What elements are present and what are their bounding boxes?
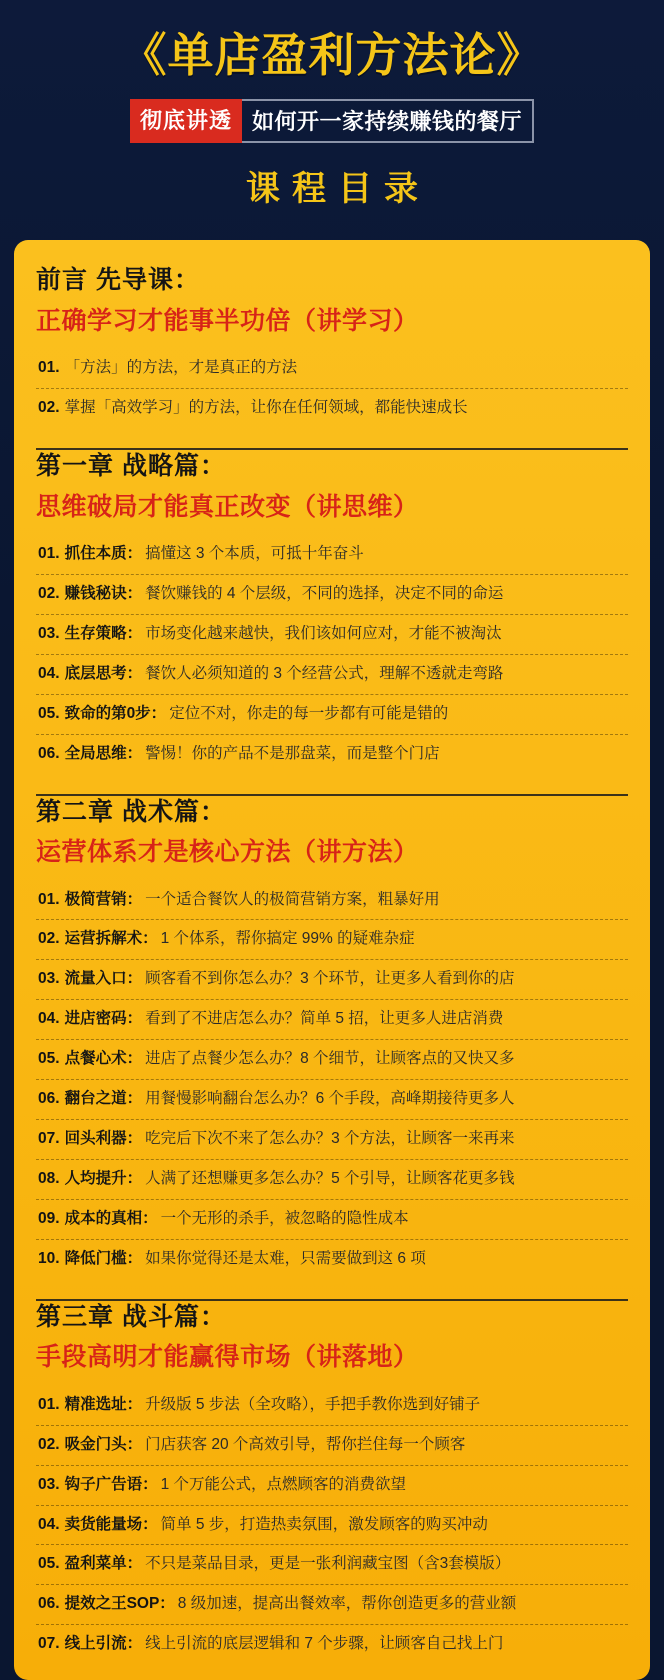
lesson-number: 03. [38, 970, 60, 988]
lesson-item[interactable] [36, 1080, 628, 1120]
lesson-number: 07. [38, 1635, 60, 1653]
lesson-item[interactable] [36, 1426, 628, 1466]
lesson-number: 02. [38, 1435, 60, 1453]
lesson-number: 01. [38, 359, 60, 377]
lesson-item[interactable] [36, 1160, 628, 1200]
subtitle-text: 如何开一家持续赚钱的餐厅 [242, 99, 534, 143]
lesson-lead: 进店密码： [64, 1010, 143, 1028]
lesson-description: 警惕！你的产品不是那盘菜，而是整个门店 [145, 744, 440, 762]
lesson-lead: 钩子广告语： [64, 1475, 158, 1493]
lesson-number: 04. [38, 1515, 60, 1533]
sections-container [36, 264, 628, 1670]
lesson-item[interactable] [36, 1506, 628, 1546]
lesson-number: 06. [38, 1595, 60, 1613]
lesson-item[interactable] [36, 389, 628, 428]
catalog-heading: 课程目录 [246, 170, 430, 209]
lesson-description: 升级版 5 步法（全攻略），手把手教你选到好铺子 [145, 1395, 481, 1413]
lesson-lead: 降低门槛： [64, 1249, 143, 1267]
lesson-lead: 极简营销： [64, 890, 143, 908]
lesson-item[interactable] [36, 1585, 628, 1625]
lesson-description: 餐饮赚钱的 4 个层级，不同的选择，决定不同的命运 [145, 584, 504, 602]
lesson-lead: 人均提升： [64, 1170, 143, 1188]
lesson-lead: 提效之王SOP： [64, 1595, 175, 1613]
lesson-lead: 全局思维： [64, 744, 143, 762]
lesson-list [36, 1386, 628, 1664]
lesson-item[interactable] [36, 1625, 628, 1664]
catalog-section [36, 1301, 628, 1670]
lesson-number: 02. [38, 399, 60, 417]
catalog-section [36, 264, 628, 434]
lesson-item[interactable] [36, 1000, 628, 1040]
lesson-lead: 吸金门头： [64, 1435, 143, 1453]
section-title: 第三章 战斗篇： [36, 1302, 226, 1331]
lesson-item[interactable] [36, 960, 628, 1000]
section-divider [36, 1299, 628, 1301]
lesson-item[interactable] [36, 1386, 628, 1426]
lesson-lead: 成本的真相： [64, 1209, 158, 1227]
lesson-lead: 致命的第0步： [64, 704, 167, 722]
lesson-lead: 抓住本质： [64, 545, 143, 563]
lesson-description: 「方法」的方法，才是真正的方法 [64, 359, 298, 377]
lesson-description: 人满了还想赚更多怎么办？5 个引导，让顾客花更多钱 [145, 1170, 515, 1188]
lesson-description: 吃完后下次不来了怎么办？3 个方法，让顾客一来再来 [145, 1130, 515, 1148]
lesson-description: 简单 5 步，打造热卖氛围，激发顾客的购买冲动 [160, 1515, 488, 1533]
lesson-item[interactable] [36, 1120, 628, 1160]
lesson-lead: 卖货能量场： [64, 1515, 158, 1533]
lesson-description: 看到了不进店怎么办？简单 5 招，让更多人进店消费 [145, 1010, 504, 1028]
lesson-lead: 精准选址： [64, 1395, 143, 1413]
section-divider [36, 794, 628, 796]
lesson-description: 一个无形的杀手，被忽略的隐性成本 [160, 1209, 409, 1227]
lesson-lead: 流量入口： [64, 970, 143, 988]
section-title: 第二章 战术篇： [36, 797, 226, 826]
lesson-description: 掌握「高效学习」的方法，让你在任何领域，都能快速成长 [64, 399, 468, 417]
lesson-number: 02. [38, 584, 60, 602]
section-divider [36, 448, 628, 450]
section-subtitle: 手段高明才能赢得市场（讲落地） [36, 1343, 419, 1372]
lesson-description: 进店了点餐少怎么办？8 个细节，让顾客点的又快又多 [145, 1050, 515, 1068]
lesson-lead: 线上引流： [64, 1635, 143, 1653]
lesson-number: 01. [38, 545, 60, 563]
lesson-description: 餐饮人必须知道的 3 个经营公式，理解不透就走弯路 [145, 664, 504, 682]
lesson-description: 线上引流的底层逻辑和 7 个步骤，让顾客自己找上门 [145, 1635, 504, 1653]
lesson-item[interactable] [36, 1240, 628, 1279]
lesson-number: 01. [38, 1395, 60, 1413]
catalog-section [36, 796, 628, 1285]
lesson-item[interactable] [36, 655, 628, 695]
lesson-description: 如果你觉得还是太难，只需要做到这 6 项 [145, 1249, 426, 1267]
lesson-item[interactable] [36, 349, 628, 389]
page-title: 《单店盈利方法论》 [120, 28, 544, 82]
section-title: 前言 先导课： [36, 266, 200, 295]
page-header [0, 0, 664, 222]
lesson-description: 用餐慢影响翻台怎么办？6 个手段，高峰期接待更多人 [145, 1090, 515, 1108]
lesson-item[interactable] [36, 1466, 628, 1506]
lesson-lead: 运营拆解术： [64, 930, 158, 948]
lesson-number: 04. [38, 1010, 60, 1028]
lesson-description: 1 个万能公式，点燃顾客的消费欲望 [160, 1475, 407, 1493]
lesson-number: 01. [38, 890, 60, 908]
badge-label: 彻底讲透 [130, 99, 242, 143]
lesson-number: 02. [38, 930, 60, 948]
lesson-list [36, 349, 628, 428]
lesson-description: 不只是菜品目录，更是一张利润藏宝图（含3套模版） [145, 1555, 511, 1573]
lesson-description: 1 个体系，帮你搞定 99% 的疑难杂症 [160, 930, 415, 948]
section-subtitle: 思维破局才能真正改变（讲思维） [36, 492, 419, 521]
lesson-number: 10. [38, 1249, 60, 1267]
lesson-number: 07. [38, 1130, 60, 1148]
lesson-number: 06. [38, 1090, 60, 1108]
lesson-number: 03. [38, 624, 60, 642]
lesson-lead: 回头利器： [64, 1130, 143, 1148]
catalog-card [14, 240, 650, 1680]
lesson-number: 09. [38, 1209, 60, 1227]
lesson-number: 06. [38, 744, 60, 762]
lesson-list [36, 881, 628, 1279]
lesson-list [36, 535, 628, 774]
lesson-number: 05. [38, 1050, 60, 1068]
lesson-number: 08. [38, 1170, 60, 1188]
lesson-description: 顾客看不到你怎么办？3 个环节，让更多人看到你的店 [145, 970, 515, 988]
lesson-number: 04. [38, 664, 60, 682]
lesson-lead: 盈利菜单： [64, 1555, 143, 1573]
section-subtitle: 运营体系才是核心方法（讲方法） [36, 838, 419, 867]
subtitle-row [10, 99, 654, 143]
lesson-description: 一个适合餐饮人的极简营销方案，粗暴好用 [145, 890, 440, 908]
section-title: 第一章 战略篇： [36, 452, 226, 481]
lesson-item[interactable] [36, 1040, 628, 1080]
lesson-lead: 翻台之道： [64, 1090, 143, 1108]
lesson-item[interactable] [36, 615, 628, 655]
lesson-item[interactable] [36, 1545, 628, 1585]
lesson-lead: 生存策略： [64, 624, 143, 642]
lesson-description: 门店获客 20 个高效引导，帮你拦住每一个顾客 [145, 1435, 466, 1453]
lesson-item[interactable] [36, 535, 628, 575]
lesson-number: 05. [38, 704, 60, 722]
lesson-description: 定位不对，你走的每一步都有可能是错的 [169, 704, 449, 722]
lesson-lead: 点餐心术： [64, 1050, 143, 1068]
lesson-number: 05. [38, 1555, 60, 1573]
lesson-item[interactable] [36, 881, 628, 921]
lesson-description: 搞懂这 3 个本质，可抵十年奋斗 [145, 545, 364, 563]
catalog-section [36, 450, 628, 780]
lesson-description: 8 级加速，提高出餐效率，帮你创造更多的营业额 [177, 1595, 517, 1613]
lesson-item[interactable] [36, 1200, 628, 1240]
lesson-item[interactable] [36, 920, 628, 960]
lesson-item[interactable] [36, 695, 628, 735]
lesson-description: 市场变化越来越快，我们该如何应对，才能不被淘汰 [145, 624, 502, 642]
lesson-lead: 赚钱秘诀： [64, 584, 143, 602]
lesson-item[interactable] [36, 735, 628, 774]
section-subtitle: 正确学习才能事半功倍（讲学习） [36, 306, 419, 335]
lesson-item[interactable] [36, 575, 628, 615]
lesson-number: 03. [38, 1475, 60, 1493]
lesson-lead: 底层思考： [64, 664, 143, 682]
